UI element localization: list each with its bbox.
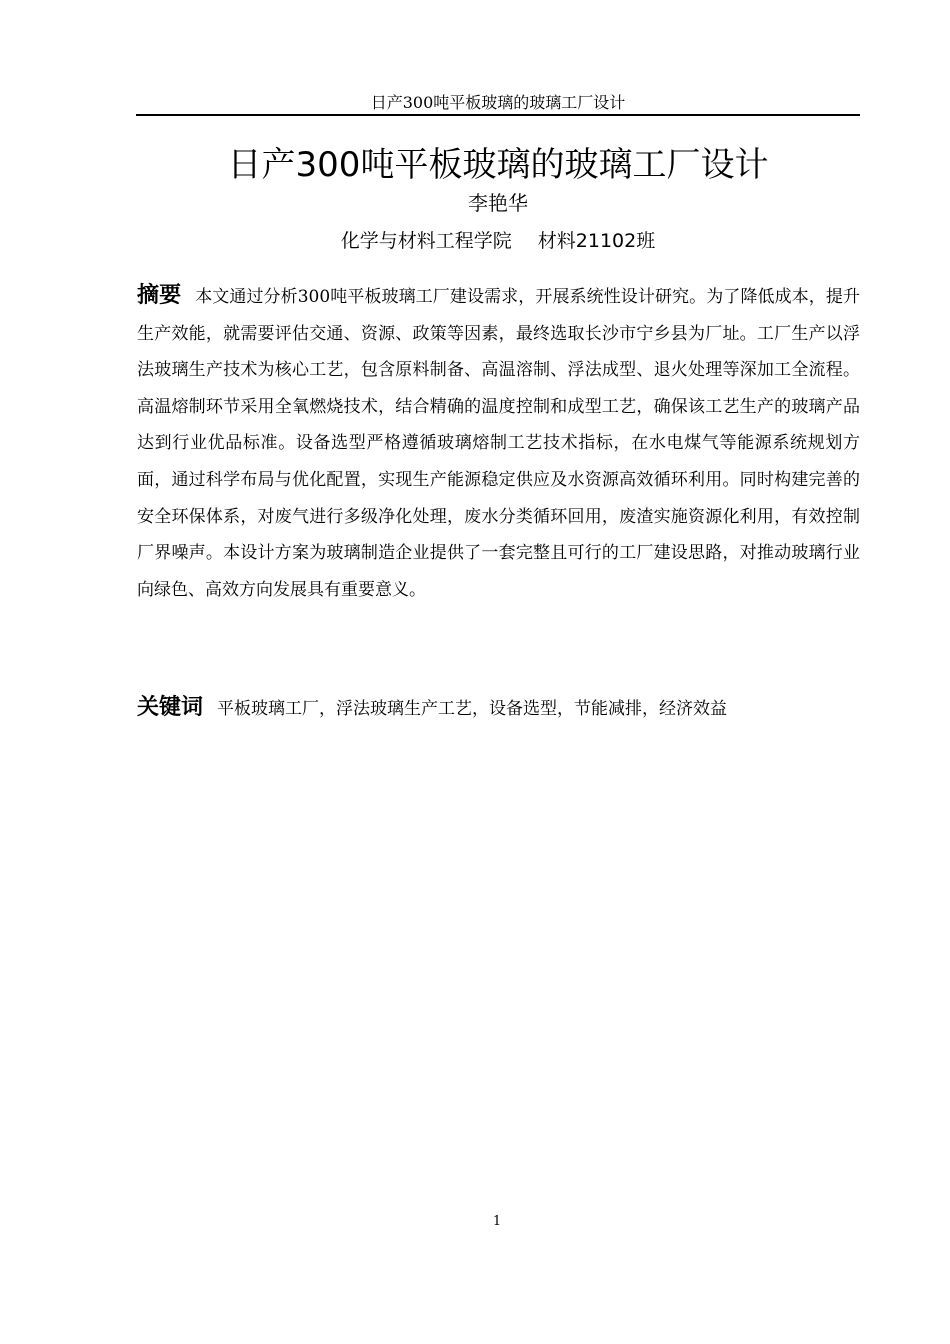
affiliation-class: 材料21102班	[537, 230, 656, 252]
keywords-heading: 关键词	[137, 695, 204, 720]
header-rule	[136, 114, 860, 116]
affiliation-school: 化学与材料工程学院	[340, 230, 512, 252]
abstract-heading: 摘要	[137, 283, 182, 308]
abstract-paragraph	[137, 278, 860, 608]
abstract-text: 本文通过分析300吨平板玻璃工厂建设需求，开展系统性设计研究。为了降低成本，提升生产效能，就需要评估交通、资源、政策等因素，最终选取长沙市宁乡县为厂址。工厂生产以浮法玻璃生产技术为核心工艺，包含原料制备、高温溶制、浮法成型、退火处理等深加工全流程。高温熔制环节采用全氧燃烧技术，结合精确的温度控制和成型工艺，确保该工艺生产的玻璃产品达到行业优品标准。设备选型严格遵循玻璃熔制工艺技术指标，在水电煤气等能源系统规划方面，通过科学布局与优化配置，实现生产能源稳定供应及水资源高效循环利用。同时构建完善的安全环保体系，对废气进行多级净化处理，废水分类循环回用，废渣实施资源化利用，有效控制厂界噪声。本设计方案为玻璃制造企业提供了一套完整且可行的工厂建设思路，对推动玻璃行业向绿色、高效方向发展具有重要意义。	[137, 287, 860, 600]
keywords-paragraph	[137, 690, 860, 727]
affiliation	[100, 228, 896, 254]
author-name: 李艳华	[468, 191, 528, 215]
keywords-text: 平板玻璃工厂，浮法玻璃生产工艺，设备选型，节能减排，经济效益	[217, 699, 728, 719]
paper-title: 日产300吨平板玻璃的玻璃工厂设计	[227, 145, 769, 185]
running-header: 日产300吨平板玻璃的玻璃工厂设计	[370, 93, 626, 112]
page-number: 1	[492, 1214, 502, 1229]
